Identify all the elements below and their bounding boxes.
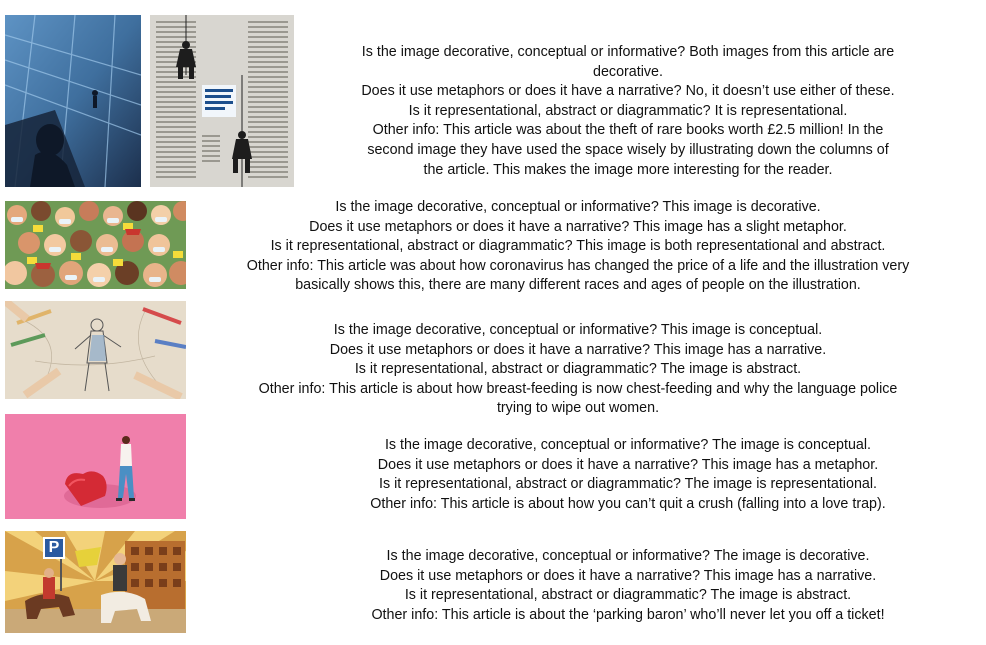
entry-4-line-1: Is the image decorative, conceptual or informative? The image is conceptual. [384, 437, 872, 453]
entry-2-line-5: basically shows this, there are many different races and ages of people on the illustration. [295, 277, 861, 294]
entry-1-line-1: Is the image decorative, conceptual or informative? Both images from this article are [361, 44, 895, 60]
entry-1-line-6: second image they have used the space wisely by illustrating down the columns of [367, 141, 889, 158]
entry-4-line-4: Other info: This article is about how you can’t quit a crush (falling into a love trap). [370, 495, 886, 512]
entry-1-line-7: the article. This makes the image more interesting for the reader. [423, 161, 833, 178]
entry-5-line-4: Other info: This article is about the ‘parking baron’ who’ll never let you off a ticket! [371, 606, 885, 623]
entry-4-notes [316, 436, 940, 514]
parking-baron-bullfight-illustration [5, 531, 186, 633]
entry-1-line-3: Does it use metaphors or does it have a narrative? No, it doesn’t use either of these. [361, 83, 895, 100]
parking-sign-letter: P [48, 539, 60, 556]
pencils-drawing-woman-illustration [5, 301, 186, 399]
entry-5-line-1: Is the image decorative, conceptual or informative? The image is decorative. [386, 548, 870, 564]
entry-5-line-2: Does it use metaphors or does it have a narrative? This image has a narrative. [379, 567, 877, 584]
entry-3-line-1: Is the image decorative, conceptual or informative? This image is conceptual. [333, 322, 823, 338]
entry-1-line-4: Is it representational, abstract or diagrammatic? It is representational. [408, 102, 848, 119]
entry-1-line-2: decorative. [593, 63, 663, 80]
newspaper-rope-climbers-illustration [150, 15, 294, 187]
entry-2-line-4: Other info: This article was about how coronavirus has changed the price of a life and the illustration very [246, 257, 910, 274]
masked-crowd-illustration [5, 201, 186, 289]
entry-4-line-2: Does it use metaphors or does it have a narrative? This image has a metaphor. [377, 456, 879, 473]
entry-3-line-2: Does it use metaphors or does it have a narrative? This image has a narrative. [329, 341, 827, 358]
entry-2-line-2: Does it use metaphors or does it have a narrative? This image has a slight metaphor. [309, 218, 847, 235]
entry-1-notes [304, 43, 952, 180]
entry-2-line-3: Is it representational, abstract or diagrammatic? This image is both representational and abstract. [270, 238, 886, 255]
entry-2-notes [196, 198, 960, 296]
entry-4-line-3: Is it representational, abstract or diagrammatic? The image is representational. [379, 476, 877, 493]
entry-3-notes [196, 321, 960, 419]
entry-5-notes [316, 547, 940, 625]
entry-5-line-3: Is it representational, abstract or diagrammatic? The image is abstract. [404, 587, 852, 604]
entry-3-line-5: trying to wipe out women. [496, 400, 660, 417]
heart-trap-woman-illustration [5, 414, 186, 519]
entry-1-line-5: Other info: This article was about the theft of rare books worth £2.5 million! In the [372, 122, 884, 139]
parking-sign [43, 537, 65, 559]
entry-3-line-3: Is it representational, abstract or diagrammatic? The image is abstract. [354, 361, 802, 378]
skylight-climber-illustration [5, 15, 141, 187]
entry-3-line-4: Other info: This article is about how breast-feeding is now chest-feeding and why the language police [258, 380, 898, 397]
entry-2-line-1: Is the image decorative, conceptual or informative? This image is decorative. [335, 199, 821, 215]
